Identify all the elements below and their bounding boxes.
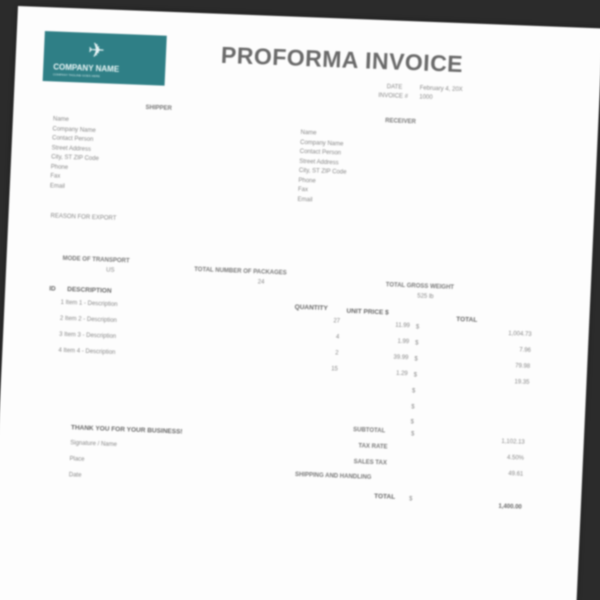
company-name: COMPANY NAME <box>53 62 120 74</box>
table-row-total: 1,004.73 <box>508 331 532 338</box>
date-signature-label: Date <box>68 472 82 479</box>
receiver-line: Phone <box>298 177 316 185</box>
table-row-currency: $ <box>414 356 418 363</box>
tax-rate-label: TAX RATE <box>358 443 388 451</box>
table-row-total: 19.35 <box>514 379 530 386</box>
col-total-header: TOTAL <box>456 316 478 324</box>
table-row-quantity: 2 <box>335 350 339 357</box>
mode-of-transport-value: US <box>105 267 115 274</box>
receiver-details <box>297 129 348 207</box>
table-row-total: 79.98 <box>515 363 531 370</box>
receiver-heading: RECEIVER <box>385 118 416 126</box>
subtotal-value: 1,102.13 <box>501 438 525 446</box>
signature-label: Signature / Name <box>70 440 118 449</box>
tax-rate-value: 4.50% <box>506 455 525 462</box>
table-row-description: 4 Item 4 - Description <box>58 347 116 356</box>
total-currency: $ <box>408 496 413 503</box>
total-label: TOTAL <box>373 493 396 501</box>
table-row-total: 7.96 <box>519 347 532 354</box>
shipper-line: City, ST ZIP Code <box>51 154 99 163</box>
mode-of-transport-label: MODE OF TRANSPORT <box>62 255 130 265</box>
table-row-unit-price: 11.99 <box>395 322 411 330</box>
shipper-details <box>50 115 101 193</box>
thank-you-heading: THANK YOU FOR YOUR BUSINESS! <box>70 424 183 436</box>
col-id-header: ID <box>49 285 56 293</box>
table-row-unit-price: 39.99 <box>393 354 409 362</box>
gross-weight-value: 525 lb <box>417 293 434 301</box>
table-row-currency: $ <box>414 340 419 347</box>
receiver-line: Name <box>300 129 317 137</box>
company-tagline: COMPANY TAGLINE GOES HERE <box>52 72 100 79</box>
col-quantity-header: QUANTITY <box>294 303 328 313</box>
sales-tax-value: 49.61 <box>508 471 524 478</box>
shipping-value <box>487 486 523 487</box>
shipper-line: Phone <box>50 163 69 171</box>
place-label: Place <box>69 456 85 463</box>
table-row-currency: $ <box>415 324 420 331</box>
receiver-line: City, ST ZIP Code <box>298 167 347 176</box>
shipper-heading: SHIPPER <box>145 104 172 112</box>
invoice-number-label: INVOICE # <box>378 92 409 101</box>
receiver-line: Fax <box>297 186 309 194</box>
sales-tax-label: SALES TAX <box>353 459 387 467</box>
subtotal-currency: $ <box>410 431 415 438</box>
table-row-quantity: 27 <box>333 318 341 325</box>
table-row-quantity: 4 <box>335 334 340 341</box>
col-unit-price-header: UNIT PRICE $ <box>346 307 389 317</box>
subtotal-label: SUBTOTAL <box>352 427 386 435</box>
invoice-page <box>0 6 600 600</box>
shipper-line: Contact Person <box>51 135 94 143</box>
shipper-line: Street Address <box>51 144 92 153</box>
total-value: 1,400.00 <box>498 503 522 511</box>
receiver-line: Contact Person <box>299 148 342 157</box>
col-description-header: DESCRIPTION <box>67 286 112 295</box>
empty-row-currency: $ <box>411 388 416 395</box>
date-label: DATE <box>386 84 403 91</box>
shipper-line: Email <box>49 182 66 190</box>
invoice-number-value: 1000 <box>419 94 433 101</box>
packages-value: 24 <box>257 279 265 286</box>
reason-for-export-label: REASON FOR EXPORT <box>50 213 117 222</box>
table-row-description: 1 Item 1 - Description <box>60 299 118 309</box>
plane-icon: ✈ <box>87 39 106 63</box>
table-row-description: 2 Item 2 - Description <box>59 315 117 325</box>
receiver-line: Company Name <box>299 139 344 148</box>
shipper-line: Company Name <box>52 125 96 134</box>
gross-weight-label: TOTAL GROSS WEIGHT <box>385 282 455 291</box>
table-row-unit-price: 1.99 <box>397 338 410 346</box>
packages-label: TOTAL NUMBER OF PACKAGES <box>194 266 287 277</box>
table-row-description: 3 Item 3 - Description <box>58 331 117 340</box>
table-row-quantity: 15 <box>331 366 338 373</box>
receiver-line: Street Address <box>299 158 339 166</box>
date-value: February 4, 20X <box>419 85 463 94</box>
shipper-line: Name <box>52 116 70 124</box>
empty-row-currency: $ <box>410 419 414 426</box>
company-logo <box>43 31 167 86</box>
page-title: PROFORMA INVOICE <box>220 41 464 78</box>
table-row-unit-price: 1.29 <box>395 370 408 378</box>
empty-row-currency: $ <box>411 404 415 411</box>
table-row-currency: $ <box>413 372 418 379</box>
receiver-line: Email <box>297 196 313 203</box>
shipping-label: SHIPPING AND HANDLING <box>294 471 372 481</box>
shipper-line: Fax <box>50 173 61 180</box>
